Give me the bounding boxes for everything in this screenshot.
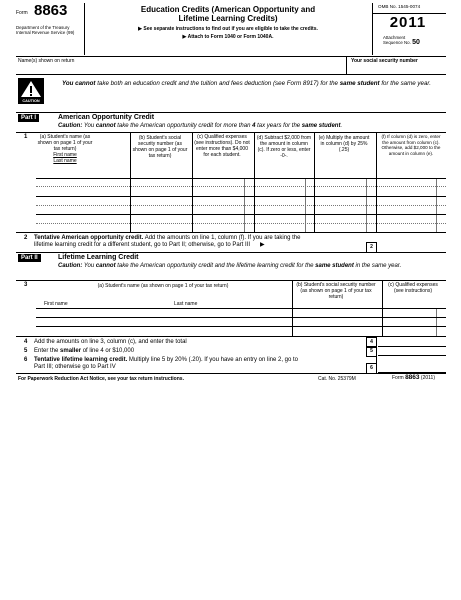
line6-text1: Multiply line 5 by 20% (.20). If you have an entry on line 2, go to [127, 357, 299, 363]
part1-col-a-last: Last name [53, 158, 77, 164]
paperwork-notice: For Paperwork Reduction Act Notice, see your tax return instructions. [18, 376, 184, 382]
department-block [16, 25, 74, 35]
part1-top-rule [16, 112, 446, 113]
part2-col-a-last: Last name [174, 301, 198, 307]
caution-icon-label: CAUTION [22, 99, 40, 103]
form-title-line1: Education Credits (American Opportunity and [140, 5, 316, 14]
form-instructions [86, 25, 370, 41]
line2-text2: lifetime learning credit for a different student, go to Part II; otherwise, go to Part III [34, 242, 250, 248]
part2-caution-label: Caution: [58, 263, 83, 269]
part2-caution [58, 263, 444, 270]
part1-title: American Opportunity Credit [58, 114, 155, 121]
sequence-label: Sequence No. [383, 40, 411, 45]
part2-caution-post: in the same year. [353, 263, 402, 269]
line6-title: Tentative lifetime learning credit. [34, 357, 128, 363]
line5-pre: Enter the [34, 348, 61, 354]
header-right-divider [372, 3, 373, 55]
catalog-number: Cat. No. 25379M [318, 376, 356, 382]
footer-form-label: Form [392, 375, 404, 381]
attachment-block [383, 35, 420, 45]
line2-text-row1 [34, 235, 364, 242]
form-word: Form [16, 10, 28, 16]
part1-col-d-divider [254, 132, 255, 232]
line6-text2: Part III; otherwise go to Part IV [34, 364, 116, 370]
part1-caution-same: same student [301, 123, 341, 129]
part1-col-b-header: (b) Student's social security number (as shown on page 1 of your tax return) [132, 135, 188, 159]
line6-box: 6 [366, 363, 377, 374]
line2-text1: Add the amounts on line 1, column (f). If you are taking the [143, 235, 301, 241]
line6-text-row1 [34, 357, 364, 364]
name-label: Name(s) shown on return [18, 58, 75, 64]
part2-top-rule [16, 252, 446, 253]
part1-caution-pre: You [82, 123, 96, 129]
footer-form-id [392, 375, 435, 381]
line4-number: 4 [24, 339, 28, 345]
line1-number: 1 [24, 134, 28, 140]
part2-header-bottom-rule [36, 308, 446, 309]
line5-smaller: smaller [60, 348, 82, 354]
line5-post: of line 4 or $10,000 [81, 348, 135, 354]
part2-caution-same: same student [315, 263, 354, 269]
part2-col-c-header: (c) Qualified expenses (see instructions) [388, 282, 438, 294]
name-bottom-rule [16, 74, 446, 75]
part2-caution-cannot: cannot [95, 263, 116, 269]
line2-title: Tentative American opportunity credit. [34, 235, 144, 241]
line2-box: 2 [366, 242, 377, 253]
sequence-line [383, 40, 420, 45]
ssn-divider [346, 56, 347, 74]
header-left-divider [84, 3, 85, 55]
line2-number: 2 [24, 235, 28, 241]
part1-col-e-header: (e) Multiply the amount in column (d) by 25% (.25) [318, 135, 370, 153]
part2-amount-column-divider [376, 336, 377, 373]
sequence-number: 50 [412, 39, 420, 46]
line5-text [34, 348, 134, 355]
caution-same-student: same student [339, 80, 380, 87]
part1-header-bottom-rule [36, 178, 446, 179]
footer-form-number: 8863 [405, 374, 420, 381]
caution-cannot: You cannot [62, 80, 96, 87]
part1-col-d-header: (d) Subtract $2,000 from the amount in column (c). If zero or less, enter -0-. [256, 135, 312, 159]
form-number: 8863 [34, 2, 68, 19]
part1-col-a-first: First name [53, 152, 77, 158]
omb-number: OMB No. 1545-0074 [378, 4, 421, 9]
line2-text [34, 235, 364, 249]
part1-row-5[interactable] [36, 223, 446, 224]
part2-caution-pre: You [82, 263, 96, 269]
part1-caution-mid: take the American opportunity credit for more than [115, 123, 253, 129]
header-bottom-rule [16, 56, 446, 57]
part1-col-c-header: (c) Qualified expenses (see instructions). Do not enter more than $4,000 for each student. [194, 134, 250, 158]
department-line2 [16, 30, 74, 35]
part2-col-b-header: (b) Student's social security number (as shown on page 1 of your tax return) [296, 282, 376, 300]
part1-table-top-rule [16, 132, 446, 133]
part1-caution-end: . [340, 123, 343, 129]
line5-box: 5 [366, 346, 377, 357]
part1-row-1[interactable] [36, 186, 446, 187]
line5-amount-field[interactable] [378, 346, 446, 356]
part2-label: Part II [18, 254, 41, 262]
attachment-label: Attachment [383, 35, 406, 40]
part2-col-a-first: First name [44, 301, 68, 307]
footer-top-rule [16, 373, 446, 374]
part1-row-2[interactable] [36, 196, 446, 197]
department-code: (99) [66, 30, 75, 35]
line4-box: 4 [366, 337, 377, 348]
part2-title: Lifetime Learning Credit [58, 254, 139, 261]
line4-text: Add the amounts on line 3, column (c), and enter the total [34, 339, 187, 345]
line5-number: 5 [24, 348, 28, 354]
part1-caution-cannot: cannot [95, 123, 116, 129]
instruction-line1: ▶ See separate instructions to find out if you are eligible to take the credits. [138, 26, 318, 32]
part1-col-a-header [36, 134, 94, 164]
part1-col-f-divider [376, 132, 377, 232]
part1-label: Part I [18, 114, 39, 122]
part1-row-4[interactable] [36, 214, 446, 215]
form-title [86, 5, 370, 23]
part2-row-1[interactable] [36, 317, 446, 318]
part2-col-c-inner-divider [436, 308, 437, 336]
part1-col-e-divider [314, 132, 315, 232]
line6-text [34, 357, 364, 371]
part1-caution-post: tax years for the [255, 123, 302, 129]
part2-caution-mid: take the American opportunity credit and the lifetime learning credit for the [115, 263, 316, 269]
line6-number: 6 [24, 357, 28, 363]
part2-row-2[interactable] [36, 326, 446, 327]
part2-col-a-header: (a) Student's name (as shown on page 1 of your tax return) [97, 283, 229, 289]
line2-arrow-icon: ▶ [260, 242, 265, 248]
part1-caution [58, 123, 342, 130]
line2-text-row2 [34, 242, 364, 249]
caution-text-suffix: for the same year. [379, 80, 431, 87]
part1-row-3[interactable] [36, 205, 446, 206]
department-line1: Department of the Treasury [16, 25, 70, 30]
ssn-label: Your social security number [351, 58, 418, 64]
part1-col-a-text: (a) Student's name (as shown on page 1 of your tax return) [37, 134, 93, 152]
form-title-line2: Lifetime Learning Credits) [178, 14, 278, 23]
line3-number: 3 [24, 282, 28, 288]
department-line2-text: Internal Revenue Service [16, 30, 66, 35]
part1-caution-label: Caution: [58, 123, 83, 129]
footer-form-year: (2011) [420, 375, 436, 381]
part1-caution-four: 4 [252, 123, 256, 129]
caution-text-mid: take both an education credit and the tuition and fees deduction (see Form 8917) for the [95, 80, 340, 87]
part1-col-b-divider [130, 132, 131, 232]
part1-col-f-header: (f) If column (d) is zero, enter the amount from column (c). Otherwise, add $2,000 to the amount in column (e). [381, 134, 441, 156]
line6-amount-field[interactable] [378, 363, 446, 373]
part1-table-bottom-rule [16, 232, 446, 233]
part1-col-c-divider [192, 132, 193, 232]
instruction-line2: ▶ Attach to Form 1040 or Form 1040A. [182, 34, 274, 40]
tax-year: 2011 [389, 14, 427, 31]
caution-text [62, 80, 442, 88]
